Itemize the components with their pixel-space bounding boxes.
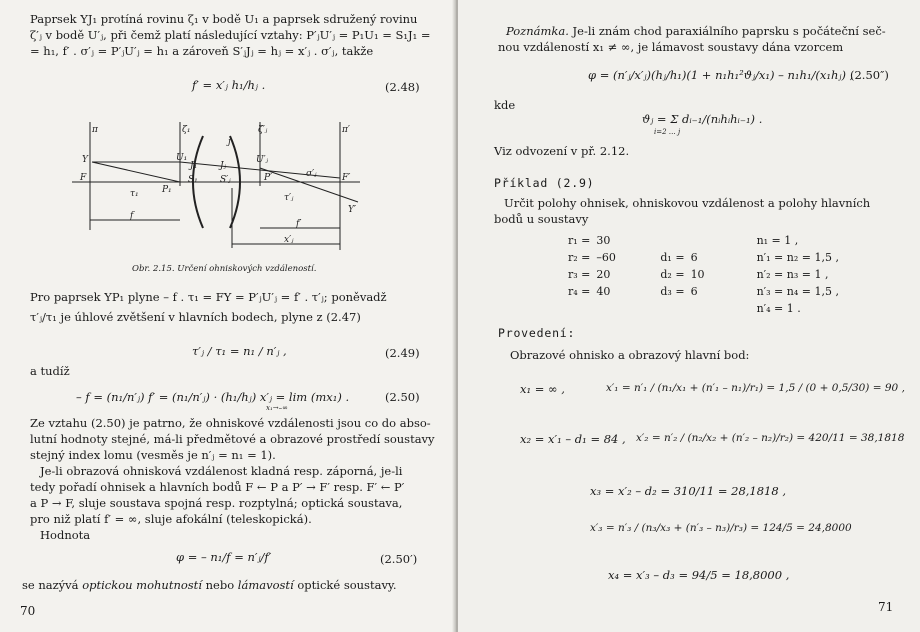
example-text1: Určit polohy ohnisek, ohniskovou vzdálenost a polohy hlavních xyxy=(504,196,871,210)
sum-limits: i=2 … j xyxy=(654,128,681,136)
table-cell xyxy=(596,300,660,317)
table-cell: 40 xyxy=(596,285,611,298)
fig-label-S1: S₁ xyxy=(188,175,198,185)
table-cell xyxy=(660,300,690,317)
limit-subscript: x₁→–∞ xyxy=(266,404,288,412)
example-text2: bodů u soustavy xyxy=(494,212,589,226)
para3-line3: stejný index lomu (vesměs je n′ⱼ = n₁ = 1). xyxy=(30,448,276,462)
equation-2-49: τ′ⱼ / τ₁ = n₁ / n′ⱼ , xyxy=(192,344,287,358)
table-cell: 20 xyxy=(596,268,611,281)
table-cell: n₁ = 1 , xyxy=(756,234,799,247)
table-cell: n′₁ = n₂ = 1,5 , xyxy=(756,251,839,264)
para3-line8: Hodnota xyxy=(40,528,91,542)
table-row xyxy=(568,300,845,317)
term-refractivity: lámavostí xyxy=(237,578,294,592)
fig-label-Yp: Y′ xyxy=(348,205,356,215)
para1-line3: = h₁, f′ . σ′ⱼ = P′ⱼU′ⱼ = h₁ a zároveň S′ⱼJⱼ = hⱼ = x′ⱼ . σ′ⱼ, takže xyxy=(30,44,374,58)
page-number-left: 70 xyxy=(20,604,36,618)
table-cell: n′₄ = 1 . xyxy=(756,302,801,315)
last-line xyxy=(22,578,397,592)
last-line-mid: nebo xyxy=(201,578,238,592)
fig-label-Sj: S′ⱼ xyxy=(220,175,231,185)
example-heading: Příklad (2.9) xyxy=(494,176,595,190)
page-number-right: 71 xyxy=(878,600,894,614)
equation-2-50: – f = (n₁/n′ⱼ) f′ = (n₁/n′ⱼ) · (h₁/hⱼ) x′ⱼ = lim (mx₁) . xyxy=(76,390,350,404)
table-cell: 10 xyxy=(690,268,705,281)
fig-label-Y: Y xyxy=(82,155,88,165)
term-optical-power: optickou mohutností xyxy=(82,578,202,592)
table-cell: 30 xyxy=(596,234,611,247)
note-label: Poznámka. xyxy=(506,24,569,38)
para1-line2: ζ′ⱼ v bodě U′ⱼ, při čemž platí následující vztahy: P′ⱼU′ⱼ = P₁U₁ = S₁J₁ = xyxy=(30,28,431,42)
figure-caption: Obr. 2.15. Určení ohniskových vzdáleností. xyxy=(132,264,317,274)
calc-x2-prime: x′₂ = n′₂ / (n₂/x₂ + (n′₂ – n₂)/r₂) = 420/11 = 38,1818 xyxy=(636,432,905,444)
last-line-pre: se nazývá xyxy=(22,578,83,592)
fig-label-Jj: Jⱼ xyxy=(220,161,226,171)
equation-number: (2.50) xyxy=(385,390,420,404)
fig-label-zetaj: ζ′ⱼ xyxy=(258,125,268,135)
table-row xyxy=(568,266,845,283)
table-row xyxy=(568,249,845,266)
solution-heading: Provedení: xyxy=(498,326,576,340)
last-line-post: optické soustavy. xyxy=(293,578,397,592)
equation-number: (2.50′) xyxy=(380,552,418,566)
kde: kde xyxy=(494,98,516,112)
fig-label-P1: P₁ xyxy=(162,185,172,195)
fig-label-F: F xyxy=(80,173,87,183)
table-cell: n′₂ = n₃ = 1 , xyxy=(756,268,829,281)
para3-line7: pro niž platí f′ = ∞, sluje afokální (teleskopická). xyxy=(30,512,312,526)
fig-label-sigma: σ′ⱼ xyxy=(306,169,317,179)
note-line2: nou vzdáleností x₁ ≠ ∞, je lámavost soustavy dána vzorcem xyxy=(498,40,844,54)
table-cell: n′₃ = n₄ = 1,5 , xyxy=(756,285,839,298)
fig-label-pij: π′ xyxy=(342,125,350,135)
fig-label-Uj: U′ⱼ xyxy=(256,155,269,165)
para3-line5: tedy pořadí ohnisek a hlavních bodů F ← P a P′ → F′ resp. F′ ← P′ xyxy=(30,480,405,494)
fig-label-xj: x′ⱼ xyxy=(284,235,294,245)
equation-2-48: f′ = x′ⱼ h₁/hⱼ . xyxy=(192,78,266,92)
para3-line1: Ze vztahu (2.50) je patrno, že ohniskové vzdálenosti jsou co do abso- xyxy=(30,416,431,430)
table-cell: 6 xyxy=(690,285,698,298)
table-cell xyxy=(691,300,757,317)
fig-label-tauj: τ′ⱼ xyxy=(284,193,294,203)
table-row xyxy=(568,283,845,300)
figure-focal-lengths xyxy=(70,118,370,260)
fig-label-tau1: τ₁ xyxy=(130,189,139,199)
table-cell xyxy=(691,232,757,249)
equation-2-50-prime: φ = – n₁/f = n′ⱼ/f′ xyxy=(176,550,272,564)
table-cell: d₃ = xyxy=(660,285,685,298)
para1-line1: Paprsek YJ₁ protíná rovinu ζ₁ v bodě U₁ a paprsek sdružený rovinu xyxy=(30,12,418,26)
table-cell: d₁ = xyxy=(660,251,685,264)
table-cell: r₁ = xyxy=(568,234,591,247)
calc-x2: x₂ = x′₁ – d₁ = 84 , xyxy=(520,432,626,446)
table-cell: 6 xyxy=(690,251,698,264)
table-cell: r₂ = xyxy=(568,251,591,264)
calc-x3-prime: x′₃ = n′₃ / (n₃/x₃ + (n′₃ – n₃)/r₃) = 124/5 = 24,8000 xyxy=(590,522,852,534)
para3-line2: lutní hodnoty stejné, má-li předmětové a obrazové prostředí soustavy xyxy=(30,432,435,446)
fig-label-pi: π xyxy=(92,125,98,135)
note-line1 xyxy=(506,24,886,38)
a-tudiz: a tudíž xyxy=(30,364,70,378)
right-page xyxy=(458,0,920,632)
table-cell: r₄ = xyxy=(568,285,591,298)
fig-label-j: j xyxy=(228,137,231,147)
table-cell xyxy=(568,300,596,317)
equation-2-50-double-prime: φ = (n′ⱼ/x′ⱼ)(hⱼ/h₁)(1 + n₁h₁²ϑⱼ/x₁) – n₁h₁/(x₁hⱼ) , xyxy=(588,68,854,82)
fig-label-U1: U₁ xyxy=(176,153,188,163)
fig-label-zeta1: ζ₁ xyxy=(182,125,191,135)
equation-number: (2.48) xyxy=(385,80,420,94)
fig-label-J1: J₁ xyxy=(190,161,198,171)
para3-line6: a P → F, sluje soustava spojná resp. rozptylná; optická soustava, xyxy=(30,496,403,510)
equation-number: (2.50″) xyxy=(850,68,889,82)
table-cell xyxy=(660,232,690,249)
calc-x1: x₁ = ∞ , xyxy=(520,382,565,396)
equation-theta: ϑⱼ = Σ dᵢ₋₁/(nᵢhᵢhᵢ₋₁) . xyxy=(642,112,763,126)
table-row xyxy=(568,232,845,249)
para3-line4: Je-li obrazová ohnisková vzdálenost kladná resp. záporná, je-li xyxy=(40,464,403,478)
fig-label-f: f xyxy=(130,211,134,221)
table-cell: –60 xyxy=(596,251,616,264)
fig-label-fp: f′ xyxy=(296,219,302,229)
fig-label-Fp: F′ xyxy=(342,173,351,183)
calc-x1-prime: x′₁ = n′₁ / (n₁/x₁ + (n′₁ – n₁)/r₁) = 1,5 / (0 + 0,5/30) = 90 , xyxy=(606,382,905,394)
system-parameters-table xyxy=(568,232,845,317)
equation-number: (2.49) xyxy=(385,346,420,360)
left-page xyxy=(0,0,456,632)
para2-line1: Pro paprsek YP₁ plyne – f . τ₁ = FY = P′ⱼU′ⱼ = f′ . τ′ⱼ; poněvadž xyxy=(30,290,387,304)
fig-label-Pj: P′ xyxy=(264,173,273,183)
table-cell: r₃ = xyxy=(568,268,591,281)
note-text: Je-li znám chod paraxiálního paprsku s počáteční seč- xyxy=(568,24,886,38)
calc-x3: x₃ = x′₂ – d₂ = 310/11 = 28,1818 , xyxy=(590,484,786,498)
table-cell: d₂ = xyxy=(660,268,685,281)
calc-x4: x₄ = x′₃ – d₃ = 94/5 = 18,8000 , xyxy=(608,568,790,582)
derivation-ref: Viz odvození v př. 2.12. xyxy=(494,144,630,158)
solution-subheading: Obrazové ohnisko a obrazový hlavní bod: xyxy=(510,348,750,362)
para2-line2: τ′ⱼ/τ₁ je úhlové zvětšení v hlavních bodech, plyne z (2.47) xyxy=(30,310,361,324)
